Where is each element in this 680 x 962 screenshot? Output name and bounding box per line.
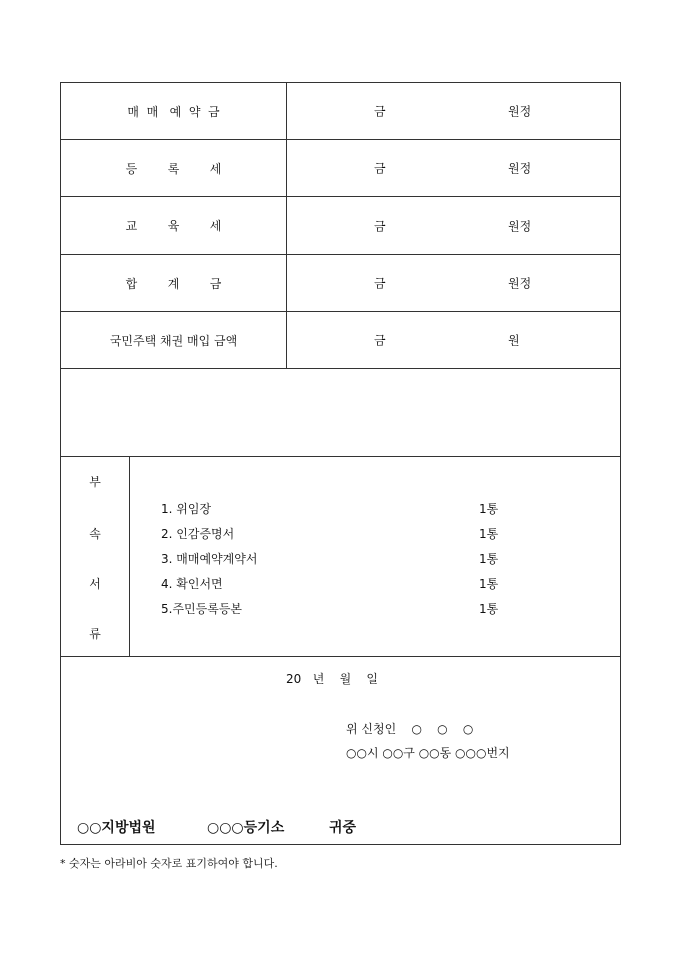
attachments-label-char: 서	[89, 577, 101, 591]
amount-unit: 원정	[508, 219, 532, 233]
attachments-label	[61, 457, 130, 656]
registry-office: ○○○등기소	[207, 820, 285, 836]
fee-row-label: 교 육 세	[61, 197, 287, 254]
application-form	[60, 82, 621, 845]
attachment-item: 4. 확인서면	[161, 577, 223, 591]
signature-section	[61, 657, 620, 844]
attachment-item: 3. 매매예약계약서	[161, 552, 258, 566]
blank-section	[61, 369, 620, 457]
attachment-count: 1통	[479, 502, 499, 516]
applicant-address: ○○시 ○○구 ○○동 ○○○번지	[346, 746, 510, 760]
addressee: 귀중	[329, 820, 357, 836]
attachments-section	[61, 457, 620, 657]
attachment-count: 1통	[479, 602, 499, 616]
applicant-line: 위 신청인 ○ ○ ○	[346, 722, 474, 736]
fee-row-total	[61, 255, 620, 312]
amount-prefix: 금	[374, 104, 386, 119]
amount-prefix: 금	[374, 276, 386, 291]
amount-unit: 원정	[508, 104, 532, 119]
fee-row-registration-tax	[61, 140, 620, 197]
fee-row-deposit	[61, 83, 620, 140]
court-name: ○○지방법원	[77, 820, 156, 836]
attachment-item: 5.주민등록등본	[161, 602, 243, 616]
attachments-label-char: 속	[89, 527, 101, 541]
fee-row-label: 국민주택 채권 매입 금액	[61, 312, 287, 368]
attachment-item: 2. 인감증명서	[161, 527, 235, 541]
application-date: 20 년 월 일	[286, 672, 379, 686]
attachments-label-char: 류	[89, 627, 101, 641]
amount-unit: 원	[508, 333, 520, 348]
attachment-count: 1통	[479, 552, 499, 566]
fee-row-label: 매 매 예 약 금	[61, 83, 287, 139]
attachment-count: 1통	[479, 577, 499, 591]
fee-row-housing-bond	[61, 312, 620, 369]
footnote: * 숫자는 아라비아 숫자로 표기하여야 합니다.	[60, 857, 278, 870]
attachment-item: 1. 위임장	[161, 502, 212, 516]
amount-prefix: 금	[374, 333, 386, 348]
amount-prefix: 금	[374, 219, 386, 233]
fee-row-education-tax	[61, 197, 620, 255]
fee-row-label: 합 계 금	[61, 255, 287, 311]
attachments-label-char: 부	[89, 475, 101, 489]
attachment-count: 1통	[479, 527, 499, 541]
amount-prefix: 금	[374, 161, 386, 176]
amount-unit: 원정	[508, 276, 532, 291]
amount-unit: 원정	[508, 161, 532, 176]
fee-row-label: 등 록 세	[61, 140, 287, 196]
